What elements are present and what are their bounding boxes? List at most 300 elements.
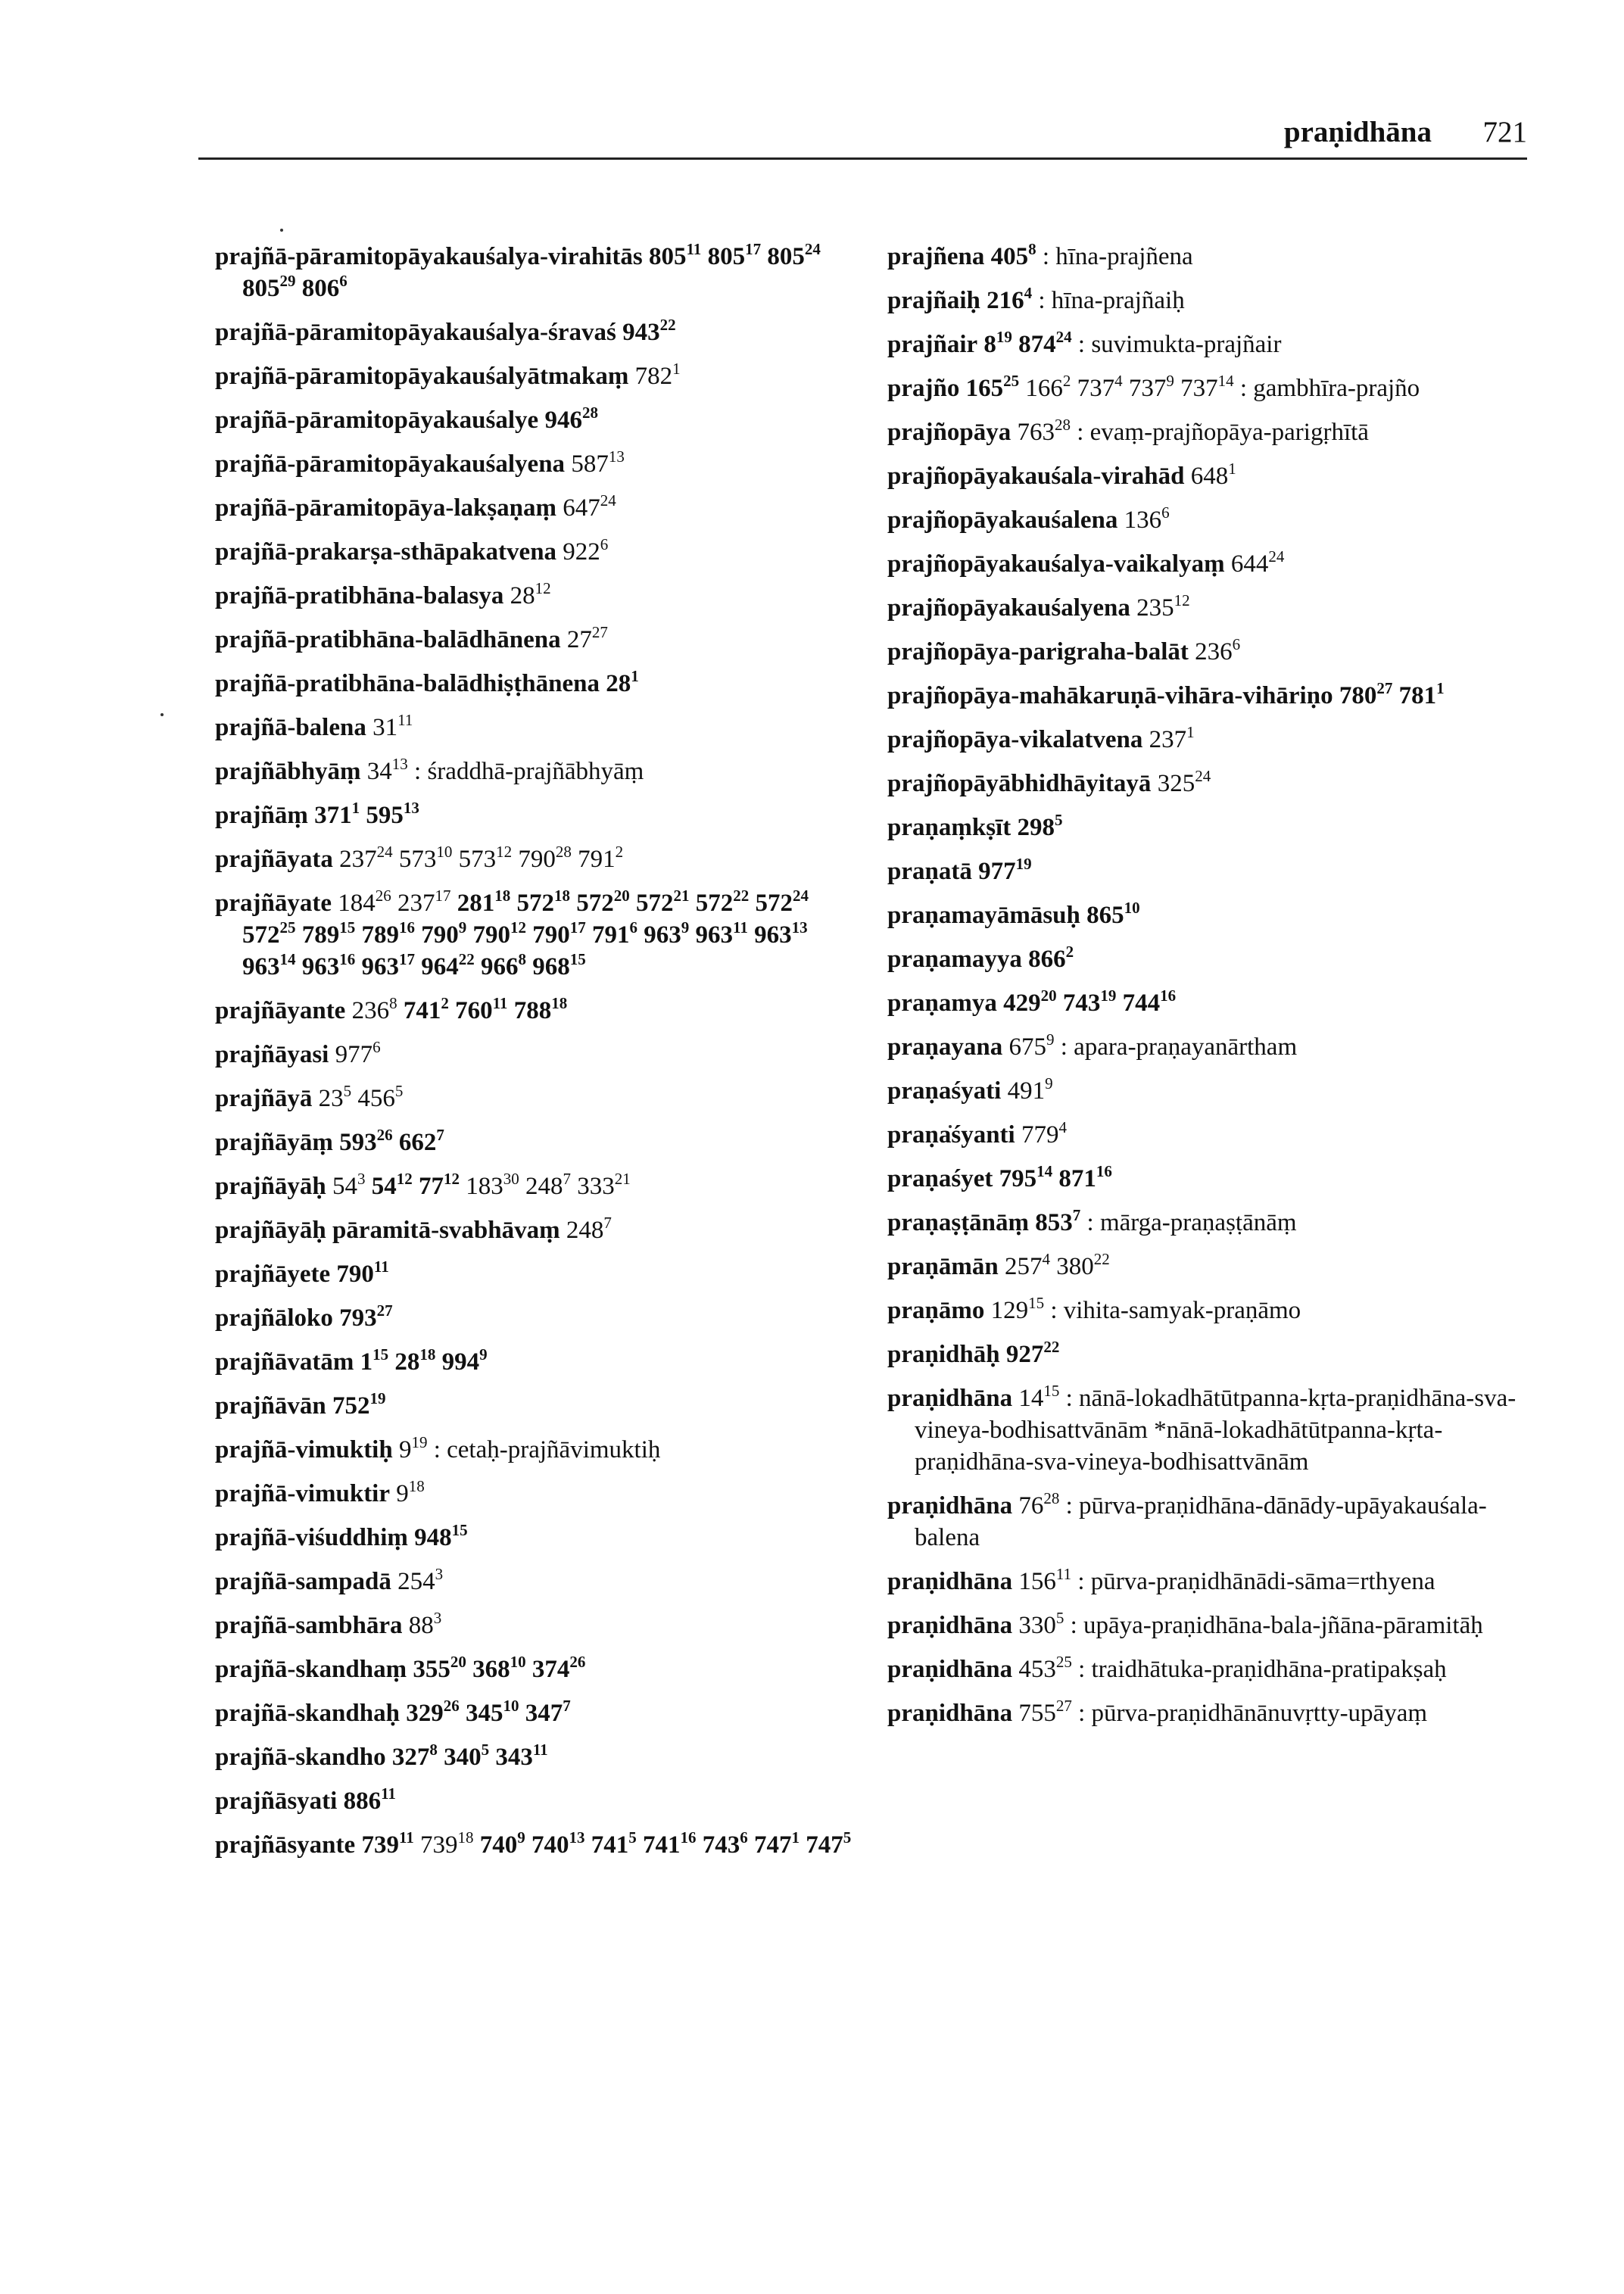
index-entry bbox=[215, 995, 866, 1027]
index-entry bbox=[215, 712, 866, 743]
entry-context-form: gambhīra-prajño bbox=[1253, 375, 1420, 402]
entry-references bbox=[333, 843, 624, 873]
reference-page: 963 bbox=[301, 953, 340, 980]
entry-references bbox=[1012, 1697, 1072, 1727]
entry-references bbox=[403, 1609, 442, 1639]
reference-line: 25 bbox=[1003, 372, 1020, 390]
reference-line: 6 bbox=[339, 272, 348, 290]
page-line-reference bbox=[544, 404, 598, 434]
page-line-reference bbox=[695, 887, 750, 917]
index-entry bbox=[887, 1075, 1538, 1107]
entry-headword: praṇaṣṭānāṃ bbox=[887, 1209, 1030, 1236]
page-line-reference bbox=[1017, 416, 1071, 446]
index-entry bbox=[215, 1170, 866, 1202]
entry-references bbox=[345, 994, 568, 1024]
index-entry bbox=[215, 887, 866, 983]
reference-page: 345 bbox=[465, 1700, 503, 1727]
entry-headword: prajñena bbox=[887, 243, 985, 270]
reference-line: 1 bbox=[791, 1828, 800, 1847]
index-entry bbox=[215, 799, 866, 831]
reference-line: 1 bbox=[631, 667, 639, 685]
index-entry bbox=[887, 943, 1538, 975]
reference-line: 5 bbox=[628, 1828, 637, 1847]
page-line-reference bbox=[1086, 899, 1140, 929]
reference-page: 343 bbox=[495, 1744, 533, 1771]
reference-line: 12 bbox=[510, 918, 526, 937]
reference-page: 789 bbox=[361, 921, 399, 949]
entry-headword: praṇamayāmāsuḥ bbox=[887, 902, 1080, 929]
page-line-reference bbox=[987, 284, 1033, 314]
reference-line: 8 bbox=[429, 1741, 438, 1759]
reference-page: 963 bbox=[361, 953, 399, 980]
reference-line: 1 bbox=[672, 360, 681, 378]
reference-page: 28 bbox=[394, 1348, 420, 1376]
page-line-reference bbox=[513, 994, 568, 1024]
page-line-reference bbox=[695, 918, 748, 949]
gloss-separator: : bbox=[1070, 419, 1090, 446]
reference-line: 26 bbox=[375, 887, 391, 905]
page-line-reference bbox=[339, 1126, 393, 1156]
reference-line: 4 bbox=[1058, 1118, 1067, 1136]
page-line-reference bbox=[420, 1828, 474, 1859]
reference-page: 648 bbox=[1190, 463, 1229, 490]
page-line-reference bbox=[965, 372, 1020, 402]
reference-line: 15 bbox=[1043, 1382, 1060, 1400]
entry-headword: praṇaśyati bbox=[887, 1077, 1002, 1105]
reference-line: 1 bbox=[351, 799, 360, 817]
index-entry bbox=[215, 492, 866, 524]
reference-page: 237 bbox=[397, 890, 435, 917]
reference-page: 76 bbox=[1018, 1492, 1044, 1519]
reference-line: 15 bbox=[1028, 1294, 1045, 1312]
page-line-reference bbox=[1077, 372, 1123, 402]
reference-page: 236 bbox=[351, 997, 390, 1024]
reference-page: 9 bbox=[398, 1436, 412, 1463]
page-line-reference bbox=[999, 1162, 1053, 1192]
page-line-reference bbox=[472, 1653, 526, 1683]
entry-headword: praṇidhāna bbox=[887, 1385, 1013, 1412]
page-line-reference bbox=[644, 918, 690, 949]
gloss-separator: : bbox=[1064, 1612, 1084, 1639]
reference-line: 24 bbox=[1268, 547, 1285, 566]
entry-headword: prajñāloko bbox=[215, 1304, 333, 1332]
page-line-reference bbox=[563, 535, 609, 566]
reference-page: 1 bbox=[360, 1348, 373, 1376]
page-line-reference bbox=[406, 1697, 460, 1727]
reference-page: 572 bbox=[755, 890, 793, 917]
reference-line: 17 bbox=[399, 950, 415, 968]
index-entry bbox=[215, 448, 866, 480]
reference-line: 6 bbox=[1161, 503, 1170, 522]
entry-headword: prajñāsyante bbox=[215, 1831, 356, 1859]
reference-line: 21 bbox=[614, 1170, 631, 1188]
page-line-reference bbox=[1136, 591, 1190, 622]
reference-line: 28 bbox=[1054, 416, 1071, 434]
entry-references bbox=[1012, 1609, 1064, 1639]
reference-page: 573 bbox=[398, 846, 437, 873]
gloss-separator: : bbox=[1071, 1568, 1091, 1595]
entry-headword: prajñaiḥ bbox=[887, 287, 980, 314]
reference-page: 963 bbox=[754, 921, 792, 949]
reference-page: 327 bbox=[391, 1744, 430, 1771]
page-line-reference bbox=[1122, 986, 1177, 1017]
page-line-reference bbox=[318, 1082, 352, 1112]
reference-line: 16 bbox=[680, 1828, 697, 1847]
reference-line: 20 bbox=[450, 1653, 466, 1671]
entry-headword: prajñāvān bbox=[215, 1392, 326, 1420]
reference-page: 788 bbox=[513, 997, 552, 1024]
reference-line: 12 bbox=[396, 1170, 413, 1188]
reference-page: 763 bbox=[1017, 419, 1055, 446]
index-entry bbox=[215, 1522, 866, 1554]
reference-page: 968 bbox=[532, 953, 570, 980]
index-entry bbox=[887, 1119, 1538, 1151]
entry-headword: praṇatā bbox=[887, 858, 972, 885]
index-entry bbox=[887, 1490, 1538, 1554]
reference-page: 741 bbox=[591, 1831, 629, 1859]
reference-line: 6 bbox=[372, 1038, 381, 1056]
reference-page: 994 bbox=[441, 1348, 480, 1376]
page-line-reference bbox=[301, 918, 356, 949]
page-line-reference bbox=[1021, 1118, 1067, 1149]
reference-line: 8 bbox=[1028, 240, 1036, 258]
gloss-separator: : bbox=[1059, 1385, 1080, 1412]
page-line-reference bbox=[495, 1741, 548, 1771]
reference-line: 29 bbox=[279, 272, 296, 290]
entry-references bbox=[503, 579, 551, 609]
page-line-reference bbox=[1004, 1250, 1050, 1280]
entry-references bbox=[565, 447, 625, 478]
entry-context-form: pūrva-praṇidhānānuvṛtty-upāyaṃ bbox=[1091, 1700, 1428, 1727]
reference-line: 10 bbox=[503, 1697, 519, 1715]
reference-line: 15 bbox=[339, 918, 356, 937]
reference-line: 24 bbox=[376, 843, 393, 861]
reference-line: 11 bbox=[492, 994, 508, 1012]
reference-line: 24 bbox=[1195, 767, 1211, 785]
reference-line: 17 bbox=[435, 887, 451, 905]
page-line-reference bbox=[361, 1828, 414, 1859]
page-line-reference bbox=[366, 755, 408, 785]
reference-page: 741 bbox=[643, 1831, 681, 1859]
page-line-reference bbox=[525, 1170, 571, 1200]
page-line-reference bbox=[361, 950, 416, 980]
reference-line: 3 bbox=[357, 1170, 366, 1188]
index-entry bbox=[215, 404, 866, 436]
entry-headword: prajñā-pratibhāna-balādhānena bbox=[215, 626, 561, 653]
entry-references bbox=[561, 623, 608, 653]
index-entry bbox=[215, 843, 866, 875]
reference-line: 11 bbox=[686, 240, 702, 258]
page-line-reference bbox=[391, 1741, 438, 1771]
entry-headword: praṇidhāna bbox=[887, 1656, 1013, 1683]
entry-references bbox=[556, 535, 609, 566]
index-entry bbox=[887, 329, 1538, 360]
reference-page: 27 bbox=[566, 626, 592, 653]
page-line-reference bbox=[332, 1170, 366, 1200]
index-entry bbox=[887, 1610, 1538, 1641]
reference-line: 1 bbox=[1186, 723, 1195, 741]
reference-line: 26 bbox=[376, 1126, 393, 1144]
entry-references bbox=[1029, 1206, 1081, 1236]
entry-references bbox=[616, 316, 676, 346]
entry-references bbox=[984, 1294, 1045, 1324]
reference-line: 5 bbox=[1054, 811, 1063, 829]
reference-page: 743 bbox=[1062, 990, 1101, 1017]
entry-context-form: pūrva-praṇidhānādi-sāma=rthyena bbox=[1090, 1568, 1435, 1595]
reference-line: 24 bbox=[804, 240, 821, 258]
reference-line: 14 bbox=[1036, 1162, 1053, 1180]
page-line-reference bbox=[335, 1038, 381, 1068]
reference-page: 865 bbox=[1086, 902, 1124, 929]
reference-line: 1 bbox=[1436, 679, 1445, 697]
reference-line: 13 bbox=[403, 799, 419, 817]
reference-line: 4 bbox=[1114, 372, 1123, 390]
page-line-reference bbox=[518, 843, 572, 873]
index-entry bbox=[215, 1258, 866, 1290]
page-line-reference bbox=[457, 887, 511, 917]
reference-page: 793 bbox=[339, 1304, 377, 1332]
index-entry bbox=[215, 241, 866, 304]
reference-page: 34 bbox=[366, 758, 392, 785]
reference-line: 10 bbox=[436, 843, 453, 861]
reference-line: 19 bbox=[369, 1389, 386, 1407]
entry-headword: prajño bbox=[887, 375, 960, 402]
entry-references bbox=[333, 1126, 444, 1156]
reference-page: 237 bbox=[1149, 726, 1187, 753]
entry-headword: praṇidhāḥ bbox=[887, 1341, 1000, 1368]
reference-page: 963 bbox=[242, 953, 280, 980]
page-line-reference bbox=[1035, 1206, 1081, 1236]
page-line-reference bbox=[418, 1170, 460, 1200]
page-line-reference bbox=[479, 1828, 525, 1859]
reference-line: 5 bbox=[481, 1741, 490, 1759]
reference-line: 17 bbox=[569, 918, 586, 937]
reference-line: 13 bbox=[608, 447, 625, 466]
reference-page: 248 bbox=[566, 1217, 604, 1244]
reference-page: 14 bbox=[1018, 1385, 1044, 1412]
index-entry bbox=[215, 624, 866, 656]
reference-line: 22 bbox=[458, 950, 475, 968]
page-number: 721 bbox=[1482, 116, 1527, 148]
page-line-reference bbox=[332, 1389, 386, 1420]
index-entry bbox=[887, 856, 1538, 887]
entry-references bbox=[997, 986, 1177, 1017]
reference-page: 790 bbox=[518, 846, 556, 873]
reference-page: 946 bbox=[544, 407, 582, 434]
margin-dot bbox=[280, 229, 283, 232]
reference-line: 13 bbox=[569, 1828, 585, 1847]
reference-page: 662 bbox=[398, 1129, 437, 1156]
entry-context-form: nānā-lokadhātūtpanna-kṛta-praṇidhāna-sva-vineya-bodhisattvānām *nānā-lokadhātūtpanna-kṛta-praṇidhāna-sva-vineya-bodhisattvānām bbox=[915, 1385, 1516, 1476]
index-entry bbox=[215, 1083, 866, 1114]
entry-headword: praṇidhāna bbox=[887, 1700, 1013, 1727]
gloss-separator: : bbox=[1036, 243, 1056, 270]
reference-page: 874 bbox=[1018, 331, 1056, 358]
page-line-reference bbox=[455, 994, 508, 1024]
entry-references bbox=[1189, 635, 1241, 665]
reference-line: 3 bbox=[433, 1609, 442, 1627]
reference-page: 740 bbox=[479, 1831, 518, 1859]
reference-page: 805 bbox=[767, 243, 805, 270]
index-entry bbox=[887, 812, 1538, 843]
page-line-reference bbox=[339, 843, 393, 873]
entry-references bbox=[329, 1038, 381, 1068]
reference-line: 14 bbox=[1217, 372, 1234, 390]
entry-references bbox=[354, 1345, 488, 1376]
entry-references bbox=[959, 372, 1234, 402]
entry-headword: praṇamayya bbox=[887, 946, 1022, 973]
entry-context-form: hīna-prajñaiḥ bbox=[1051, 287, 1185, 314]
reference-page: 780 bbox=[1339, 682, 1377, 709]
entry-headword: prajñā-pāramitopāya-lakṣaṇaṃ bbox=[215, 494, 557, 522]
page-line-reference bbox=[1005, 1338, 1060, 1368]
entry-references bbox=[993, 1162, 1112, 1192]
reference-page: 156 bbox=[1018, 1568, 1056, 1595]
page-line-reference bbox=[635, 887, 690, 917]
gloss-separator: : bbox=[1032, 287, 1052, 314]
reference-line: 7 bbox=[563, 1697, 571, 1715]
reference-line: 19 bbox=[411, 1433, 428, 1451]
page-line-reference bbox=[1230, 547, 1285, 578]
reference-line: 25 bbox=[279, 918, 296, 937]
reference-line: 13 bbox=[791, 918, 808, 937]
entry-context-form: hīna-prajñena bbox=[1055, 243, 1193, 270]
reference-line: 9 bbox=[1166, 372, 1174, 390]
entry-headword: prajñopāya-mahākaruṇā-vihāra-vihāriṇo bbox=[887, 682, 1333, 709]
entry-headword: prajñāyā bbox=[215, 1085, 313, 1112]
entry-context-form: śraddhā-prajñābhyāṃ bbox=[427, 758, 644, 785]
page-line-reference bbox=[472, 918, 527, 949]
page-line-reference bbox=[1190, 460, 1236, 490]
index-entry bbox=[887, 416, 1538, 448]
entry-context-form: mārga-praṇaṣṭānāṃ bbox=[1099, 1209, 1297, 1236]
reference-page: 782 bbox=[634, 363, 673, 390]
index-entry bbox=[215, 1566, 866, 1597]
reference-line: 18 bbox=[553, 887, 570, 905]
page-line-reference bbox=[396, 1477, 425, 1507]
reference-line: 7 bbox=[563, 1170, 571, 1188]
page-line-reference bbox=[1028, 943, 1074, 973]
reference-line: 6 bbox=[600, 535, 609, 553]
reference-line: 9 bbox=[1046, 1030, 1055, 1049]
reference-page: 755 bbox=[1018, 1700, 1056, 1727]
reference-page: 790 bbox=[532, 921, 570, 949]
reference-page: 791 bbox=[578, 846, 616, 873]
page-line-reference bbox=[983, 328, 1012, 358]
entry-headword: prajñāyasi bbox=[215, 1041, 329, 1068]
reference-line: 27 bbox=[591, 623, 608, 641]
page-line-reference bbox=[351, 994, 397, 1024]
page-line-reference bbox=[606, 667, 639, 697]
entry-headword: praṇayana bbox=[887, 1033, 1003, 1061]
reference-line: 25 bbox=[1055, 1653, 1072, 1671]
reference-line: 2 bbox=[441, 994, 449, 1012]
index-entry bbox=[887, 987, 1538, 1019]
entry-headword: praṇidhāna bbox=[887, 1492, 1013, 1519]
entry-references bbox=[326, 1389, 386, 1420]
reference-line: 28 bbox=[581, 404, 598, 422]
reference-page: 779 bbox=[1021, 1121, 1059, 1149]
reference-page: 789 bbox=[301, 921, 340, 949]
reference-line: 24 bbox=[600, 491, 616, 510]
reference-page: 593 bbox=[339, 1129, 377, 1156]
gloss-separator: : bbox=[1233, 375, 1254, 402]
page-line-reference bbox=[372, 711, 413, 741]
entry-headword: prajñā-skandho bbox=[215, 1744, 386, 1771]
entry-references bbox=[560, 1214, 612, 1244]
page-line-reference bbox=[510, 579, 551, 609]
entry-references bbox=[337, 1784, 396, 1815]
page-line-reference bbox=[1025, 372, 1071, 402]
reference-page: 752 bbox=[332, 1392, 370, 1420]
reference-page: 866 bbox=[1028, 946, 1066, 973]
entry-headword: prajñopāya bbox=[887, 419, 1011, 446]
entry-context-form: vihita-samyak-praṇāmo bbox=[1063, 1297, 1301, 1324]
reference-line: 2 bbox=[1065, 943, 1074, 961]
reference-page: 791 bbox=[592, 921, 630, 949]
reference-page: 806 bbox=[301, 275, 340, 302]
running-head-word: praṇidhāna bbox=[1283, 116, 1432, 148]
index-entry bbox=[887, 680, 1538, 712]
entry-headword: prajñā-balena bbox=[215, 714, 366, 741]
reference-page: 737 bbox=[1128, 375, 1167, 402]
entry-references bbox=[390, 1477, 425, 1507]
entry-references bbox=[1012, 1565, 1072, 1595]
reference-line: 21 bbox=[673, 887, 690, 905]
reference-line: 5 bbox=[843, 1828, 852, 1847]
page-line-reference bbox=[1007, 1074, 1053, 1105]
reference-line: 7 bbox=[436, 1126, 444, 1144]
entry-references bbox=[556, 491, 616, 522]
entry-headword: prajñopāyakauśalena bbox=[887, 506, 1118, 534]
reference-page: 380 bbox=[1056, 1253, 1094, 1280]
entry-references bbox=[408, 1521, 468, 1551]
entry-context-form: apara-praṇayanārtham bbox=[1074, 1033, 1298, 1061]
index-entry bbox=[215, 1610, 866, 1641]
entry-references bbox=[400, 1697, 571, 1727]
reference-page: 8 bbox=[983, 331, 996, 358]
reference-line: 20 bbox=[1040, 986, 1057, 1005]
reference-line: 12 bbox=[496, 843, 513, 861]
reference-page: 871 bbox=[1058, 1165, 1096, 1192]
reference-page: 257 bbox=[1004, 1253, 1043, 1280]
page-line-reference bbox=[754, 918, 808, 949]
entry-references bbox=[538, 404, 598, 434]
reference-page: 739 bbox=[361, 1831, 399, 1859]
reference-line: 9 bbox=[479, 1345, 488, 1364]
entry-references bbox=[1184, 460, 1236, 490]
entry-headword: praṇaṃkṣīt bbox=[887, 814, 1011, 841]
index-entry bbox=[215, 1434, 866, 1466]
page-line-reference bbox=[1124, 503, 1170, 534]
reference-line: 15 bbox=[372, 1345, 389, 1364]
reference-page: 347 bbox=[525, 1700, 563, 1727]
reference-page: 572 bbox=[635, 890, 674, 917]
reference-page: 963 bbox=[644, 921, 681, 949]
entry-headword: prajñopāyakauśalya-vaikalyaṃ bbox=[887, 550, 1225, 578]
page-line-reference bbox=[525, 1697, 571, 1727]
index-entry bbox=[215, 360, 866, 392]
reference-page: 790 bbox=[472, 921, 510, 949]
reference-line: 24 bbox=[1055, 328, 1072, 346]
reference-page: 184 bbox=[338, 890, 376, 917]
page-line-reference bbox=[301, 272, 348, 302]
reference-line: 8 bbox=[389, 994, 397, 1012]
reference-page: 587 bbox=[571, 450, 609, 478]
reference-line: 26 bbox=[443, 1697, 460, 1715]
page-line-reference bbox=[755, 887, 809, 917]
page-line-reference bbox=[465, 1697, 519, 1727]
